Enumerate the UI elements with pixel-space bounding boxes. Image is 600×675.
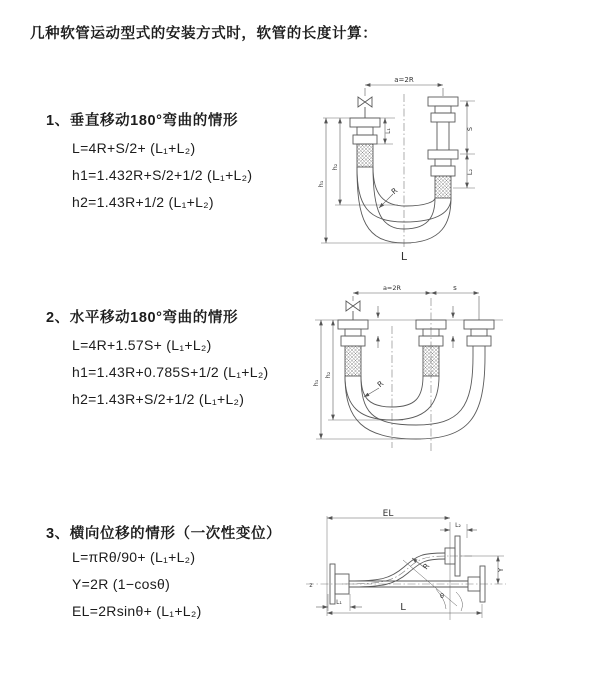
dim-label-h1: h₁ (312, 379, 320, 387)
section-2-formula-h1: h1=1.43R+0.785S+1/2 (L₁+L₂) (72, 364, 269, 380)
dim-label-h2: h₂ (331, 163, 339, 171)
dim-label-h1: h₁ (317, 180, 325, 188)
section-3-formula-L: L=πRθ/90+ (L₁+L₂) (72, 549, 196, 565)
radius-label: R (420, 561, 432, 572)
section-1-formula-h1: h1=1.432R+S/2+1/2 (L₁+L₂) (72, 167, 253, 183)
section-2-heading: 2、水平移动180°弯曲的情形 (46, 310, 239, 326)
radius-label: R (375, 378, 386, 390)
dim-label-l2: L₂ (455, 522, 461, 529)
section-1-formula-h2: h2=1.43R+1/2 (L₁+L₂) (72, 194, 214, 210)
dim-label-s: s (453, 284, 457, 292)
length-label: L (400, 602, 406, 613)
dim-label-a2r: a=2R (394, 76, 414, 84)
section-3-heading: 3、横向位移的情形（一次性变位） (46, 526, 282, 542)
section-1-heading: 1、垂直移动180°弯曲的情形 (46, 113, 239, 129)
section-3-formula-Y: Y=2R (1−cosθ) (72, 576, 171, 592)
section-1-formula-L: L=4R+S/2+ (L₁+L₂) (72, 140, 196, 156)
section-2-formula-L: L=4R+1.57S+ (L₁+L₂) (72, 337, 212, 353)
angle-label: θ (440, 592, 444, 600)
diagram-lateral-displacement (300, 508, 530, 643)
axis-mark: z (309, 582, 313, 589)
dim-label-h2: h₂ (324, 371, 332, 379)
section-2-formula-h2: h2=1.43R+S/2+1/2 (L₁+L₂) (72, 391, 245, 407)
section-3-formula-EL: EL=2Rsinθ+ (L₁+L₂) (72, 603, 202, 619)
dim-label-el: EL (382, 509, 394, 519)
length-label: L (400, 250, 408, 263)
dim-label-s: S (466, 126, 474, 132)
dim-label-a2r: a=2R (382, 284, 402, 292)
diagram-horizontal-180-bend (303, 280, 573, 465)
dim-label-y: Y (497, 567, 505, 573)
page-title: 几种软管运动型式的安装方式时，软管的长度计算： (30, 26, 378, 42)
radius-label: R (389, 185, 400, 197)
diagram-vertical-180-bend (303, 72, 553, 267)
dim-label-l1: L₁ (336, 599, 342, 606)
dim-label-l2: L₂ (466, 168, 474, 176)
dim-label-l1: L₁ (385, 128, 392, 134)
